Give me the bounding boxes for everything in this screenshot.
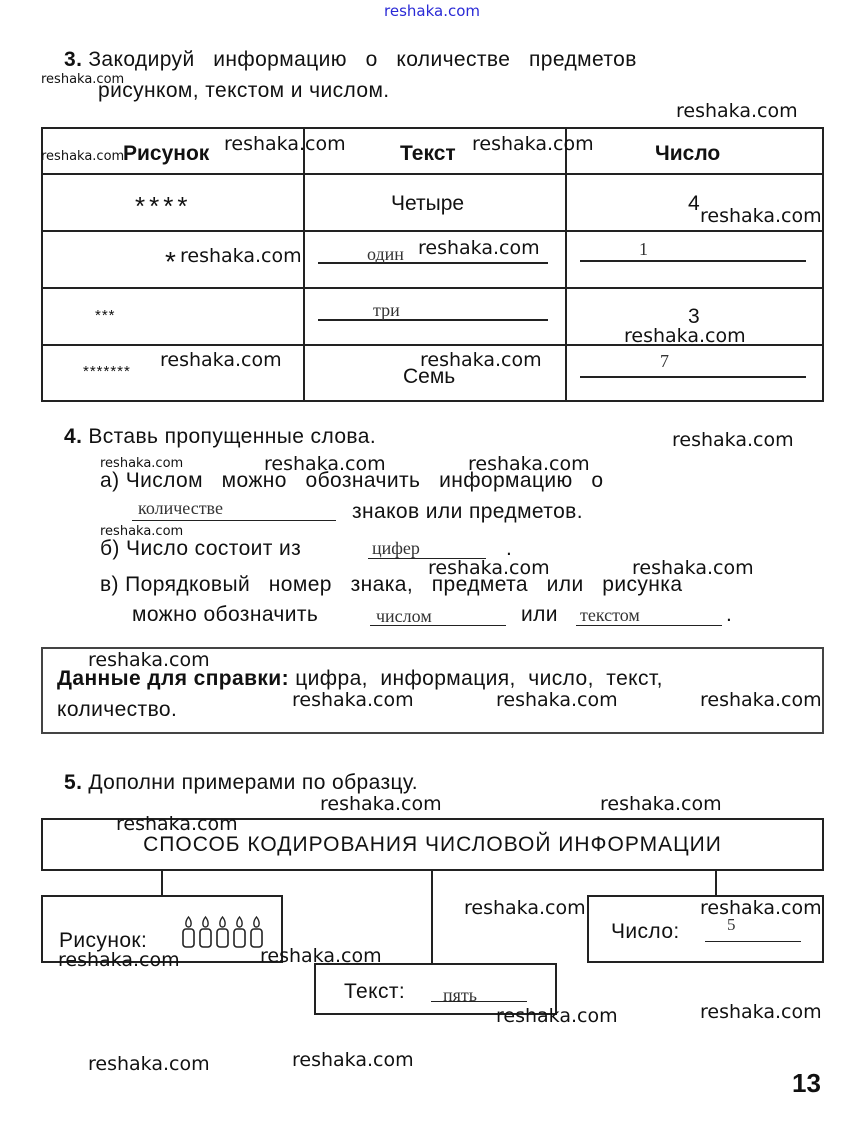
- watermark: reshaka.com: [100, 524, 184, 539]
- task3-number: 3.: [64, 48, 83, 71]
- task4-b-line: [100, 537, 301, 561]
- task4-c-suffix: .: [726, 603, 733, 626]
- watermark: reshaka.com: [292, 1049, 414, 1071]
- watermark: reshaka.com: [264, 453, 386, 475]
- row3-number: 3: [688, 305, 700, 328]
- candle-icon: [251, 917, 262, 947]
- watermark: reshaka.com: [600, 793, 722, 815]
- task4-a-line1: а) Числом можно обозначить информацию о: [100, 469, 604, 492]
- watermark: reshaka.com: [88, 1053, 210, 1075]
- watermark: reshaka.com: [632, 557, 754, 579]
- candle-icon: [183, 917, 194, 947]
- watermark: reshaka.com: [41, 72, 125, 87]
- watermark: reshaka.com: [468, 453, 590, 475]
- task4-b-prefix: б) Число состоит из: [100, 537, 302, 560]
- row3-picture: ***: [95, 307, 116, 324]
- watermark: reshaka.com: [58, 949, 180, 971]
- candle-icon: [200, 917, 211, 947]
- row1-text: Четыре: [391, 192, 465, 215]
- coding-method-title: СПОСОБ КОДИРОВАНИЯ ЧИСЛОВОЙ ИНФОРМАЦИИ: [143, 833, 722, 856]
- watermark: reshaka.com: [464, 897, 586, 919]
- candle-icon: [234, 917, 245, 947]
- watermark: reshaka.com: [496, 689, 618, 711]
- watermark: reshaka.com: [88, 649, 210, 671]
- candle-icon: [217, 917, 228, 947]
- watermark: reshaka.com: [472, 133, 594, 155]
- watermark: reshaka.com: [260, 945, 382, 967]
- picture-label: Рисунок:: [59, 929, 148, 952]
- number-answer: 5: [727, 915, 736, 934]
- task4-b-suffix: .: [506, 537, 513, 560]
- task4-c-middle: или: [521, 603, 558, 626]
- task4-c-line1: в) Порядковый номер знака, предмета или рисунка: [100, 573, 683, 596]
- task3-line1: [64, 48, 637, 72]
- reference-label: Данные для справки:: [57, 667, 290, 690]
- watermark: reshaka.com: [624, 325, 746, 347]
- task3-text: Закодируй информацию о количестве предметов: [88, 48, 637, 71]
- watermark: reshaka.com: [320, 793, 442, 815]
- watermark: reshaka.com: [116, 813, 238, 835]
- watermark: reshaka.com: [428, 557, 550, 579]
- task4-number: 4.: [64, 425, 83, 448]
- watermark: reshaka.com: [676, 100, 798, 122]
- watermark: reshaka.com: [700, 1001, 822, 1023]
- watermark: reshaka.com: [496, 1005, 618, 1027]
- candles-icon: [180, 915, 268, 954]
- reference-words: цифра, информация, число, текст,: [289, 667, 663, 690]
- task4-a-line2: знаков или предметов.: [352, 500, 583, 523]
- watermark: reshaka.com: [700, 897, 822, 919]
- watermark: reshaka.com: [700, 205, 822, 227]
- row1-number: 4: [688, 192, 700, 215]
- row4-picture: *******: [83, 363, 131, 380]
- row3-text-answer: три: [373, 300, 400, 320]
- watermark: reshaka.com: [224, 133, 346, 155]
- row4-number-answer: 7: [660, 351, 669, 371]
- number-label: Число:: [611, 920, 680, 943]
- watermark: reshaka.com: [292, 689, 414, 711]
- task3-line2: рисунком, текстом и числом.: [98, 79, 390, 102]
- header-picture: Рисунок: [123, 142, 210, 165]
- page-number: 13: [792, 1068, 821, 1098]
- reference-line2: количество.: [57, 698, 178, 721]
- task4-c-answer1: числом: [376, 606, 432, 626]
- watermark: reshaka.com: [672, 429, 794, 451]
- watermark: reshaka.com: [420, 349, 542, 371]
- row2-picture: *: [165, 246, 176, 277]
- watermark: reshaka.com: [418, 237, 540, 259]
- task4-title-text: Вставь пропущенные слова.: [88, 425, 377, 448]
- task4-b-answer: цифер: [372, 538, 420, 558]
- task4-c-prefix: можно обозначить: [132, 603, 319, 626]
- site-link[interactable]: reshaka.com: [384, 2, 480, 20]
- task4-title: [64, 425, 376, 449]
- watermark: reshaka.com: [160, 349, 282, 371]
- watermark: reshaka.com: [41, 149, 125, 164]
- row2-text-answer: один: [367, 244, 404, 264]
- row4-text: Семь: [403, 365, 456, 388]
- header-text: Текст: [400, 142, 456, 165]
- watermark: reshaka.com: [100, 456, 184, 471]
- watermark: reshaka.com: [700, 689, 822, 711]
- candles-drawing: [180, 915, 268, 949]
- task5-number: 5.: [64, 771, 83, 794]
- text-label: Текст:: [344, 980, 406, 1003]
- task5-title: [64, 771, 418, 795]
- task4-a-answer: количестве: [138, 498, 223, 518]
- row1-picture: ****: [135, 191, 192, 221]
- watermark: reshaka.com: [180, 245, 302, 267]
- header-number: Число: [655, 142, 721, 165]
- row2-number-answer: 1: [639, 239, 648, 259]
- task4-c-answer2: текстом: [580, 605, 640, 625]
- text-answer: пять: [443, 985, 477, 1005]
- task5-title-text: Дополни примерами по образцу.: [88, 771, 418, 794]
